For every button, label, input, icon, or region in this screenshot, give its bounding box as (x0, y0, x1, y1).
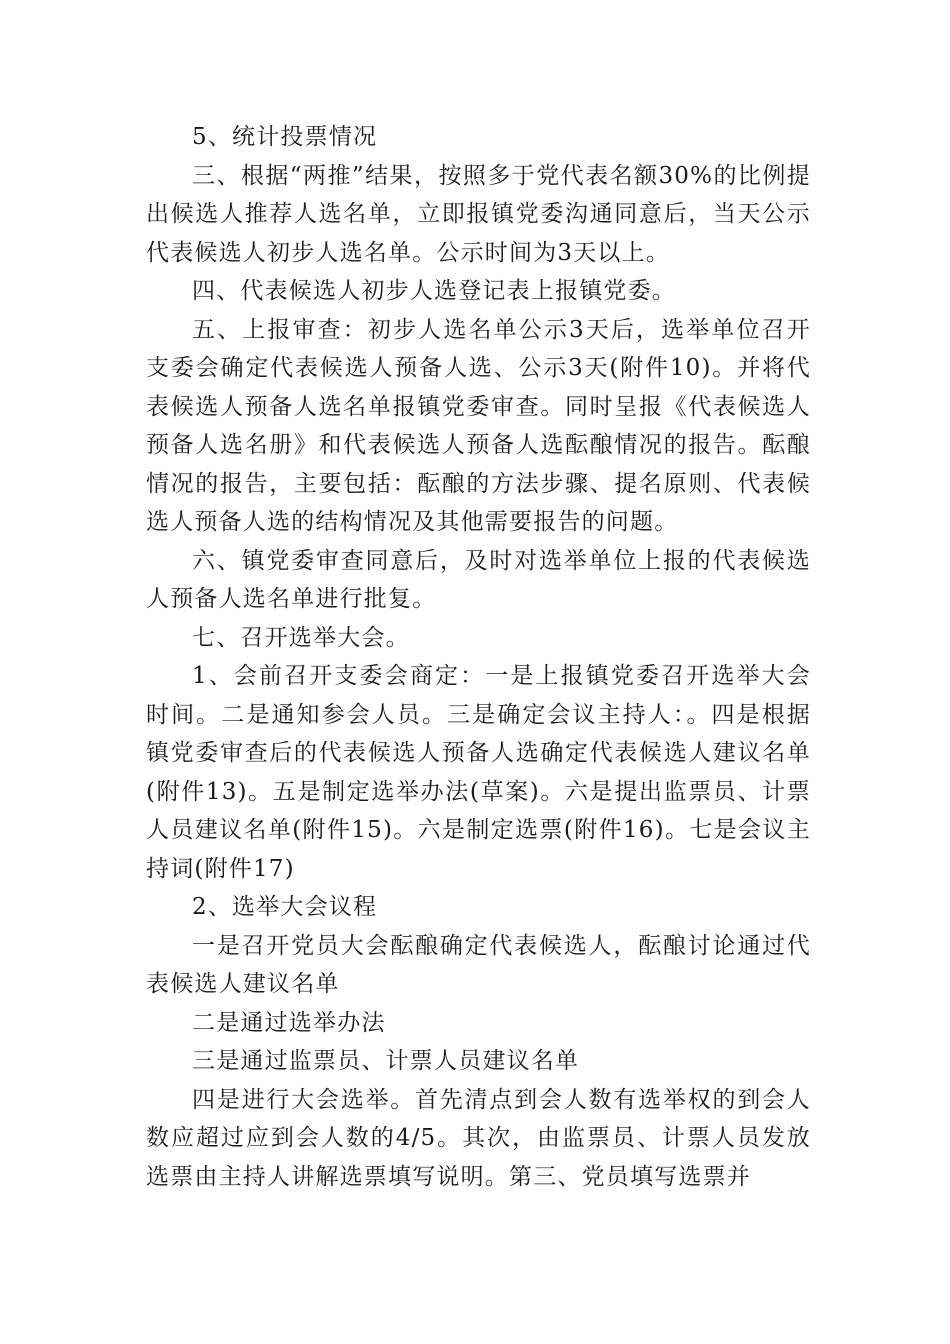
paragraph-item-2-agenda: 2、选举大会议程 (192, 894, 378, 920)
paragraph-section-6: 六、镇党委审查同意后，及时对选举单位上报的代表候选人预备人选名单进行批复。 (146, 547, 811, 612)
paragraph-item-5-vote-count: 5、统计投票情况 (192, 124, 378, 150)
paragraph-section-4: 四、代表候选人初步人选登记表上报镇党委。 (192, 278, 676, 304)
paragraph-item-1-preparation: 1、会前召开支委会商定：一是上报镇党委召开选举大会时间。二是通知参会人员。三是确定会议主持人：。四是根据镇党委审查后的代表候选人预备人选确定代表候选人建议名单(附件13)。五是制定选举办法(草案)。六是提出监票员、计票人员建议名单(附件15)。六是制定选票(附件16)。七是会议主持词(附件17) (146, 663, 811, 882)
paragraph-section-3: 三、根据“两推”结果，按照多于党代表名额30%的比例提出候选人推荐人选名单，立即报镇党委沟通同意后，当天公示代表候选人初步人选名单。公示时间为3天以上。 (146, 162, 811, 266)
paragraph-agenda-1: 一是召开党员大会酝酿确定代表候选人，酝酿讨论通过代表候选人建议名单 (146, 932, 811, 997)
paragraph-section-5: 五、上报审查：初步人选名单公示3天后，选举单位召开支委会确定代表候选人预备人选、公示3天(附件10)。并将代表候选人预备人选名单报镇党委审查。同时呈报《代表候选人预备人选名册》和代表候选人预备人选酝酿情况的报告。酝酿情况的报告，主要包括：酝酿的方法步骤、提名原则、代表候选人预备人选的结构情况及其他需要报告的问题。 (146, 316, 811, 535)
paragraph-section-7: 七、召开选举大会。 (192, 624, 410, 651)
paragraph-agenda-4: 四是进行大会选举。首先清点到会人数有选举权的到会人数应超过应到会人数的4/5。其次，由监票员、计票人员发放选票由主持人讲解选票填写说明。第三、党员填写选票并 (146, 1086, 811, 1190)
paragraph-agenda-2: 二是通过选举办法 (192, 1009, 386, 1036)
document-body (146, 118, 811, 1196)
paragraph-agenda-3: 三是通过监票员、计票人员建议名单 (192, 1048, 580, 1074)
